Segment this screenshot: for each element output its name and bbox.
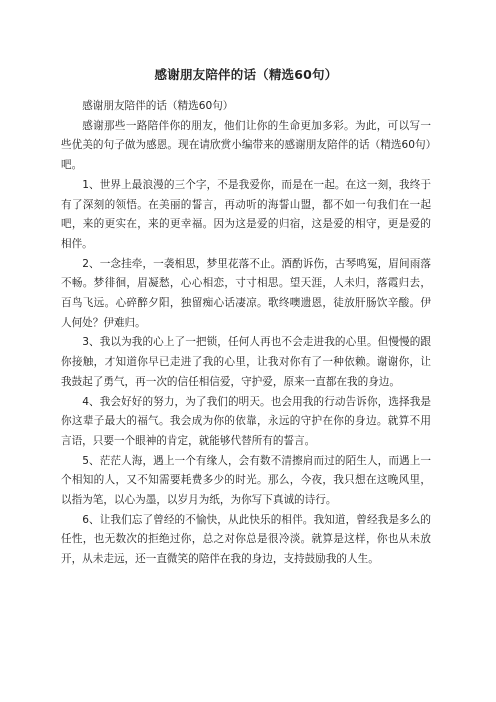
- paragraph-item-3: 3、我以为我的心上了一把锁，任何人再也不会走进我的心里。但慢慢的跟你接触，才知道你早已走进了我的心里，让我对你有了一种依赖。谢谢你，让我鼓起了勇气，再一次的信任相信爱，守护爱，原来一直都在我的身边。: [61, 336, 431, 388]
- paragraph-heading: 感谢朋友陪伴的话（精选60句）: [82, 100, 234, 112]
- document-body: [61, 97, 431, 570]
- paragraph-item-1: 1、世界上最浪漫的三个字，不是我爱你，而是在一起。在这一刻，我终于有了深刻的领悟。在美丽的誓言，再动听的海誓山盟，都不如一句我们在一起吧，来的更实在，来的更幸福。因为这是爱的归宿，这是爱的相守，更是爱的相伴。: [61, 178, 431, 250]
- paragraph-item-4: 4、我会好好的努力，为了我们的明天。也会用我的行动告诉你，选择我是你这辈子最大的福气。我会成为你的依靠，永远的守护在你的身边。就算不用言语，只要一个眼神的肯定，就能够代替所有的誓言。: [61, 395, 431, 447]
- paragraph-item-6: 6、让我们忘了曾经的不愉快，从此快乐的相伴。我知道，曾经我是多么的任性，也无数次的拒绝过你，总之对你总是很冷淡。就算是这样，你也从未放开，从未走远，还一直微笑的陪伴在我的身边，支持鼓励我的人生。: [61, 513, 431, 566]
- document-title: 感谢朋友陪伴的话（精选60句）: [154, 67, 338, 82]
- paragraph-item-2: 2、一念挂牵，一袭相思，梦里花落不止。酒酌诉伤，古琴鸣冤，眉间雨落不畅。梦徘徊，眉凝愁，心心相恋，寸寸相思。望天涯，人未归，落霞归去，百鸟飞远。心碎醉夕阳，独留痴心话凄凉。歌终噢遗恩，徒放肝肠饮辛酸。伊人何处？伊难归。: [61, 257, 431, 329]
- paragraph-intro: 感谢那些一路陪伴你的朋友，他们让你的生命更加多彩。为此，可以写一些优美的句子做为感恩。现在请欣赏小编带来的感谢朋友陪伴的话（精选60句）吧。: [61, 119, 431, 172]
- paragraph-item-5: 5、茫茫人海，遇上一个有缘人，会有数不清擦肩而过的陌生人，而遇上一个相知的人，又不知需要耗费多少的时光。那么，今夜，我只想在这晚风里，以指为笔，以心为墨，以岁月为纸，为你写下真诚的诗行。: [61, 454, 431, 507]
